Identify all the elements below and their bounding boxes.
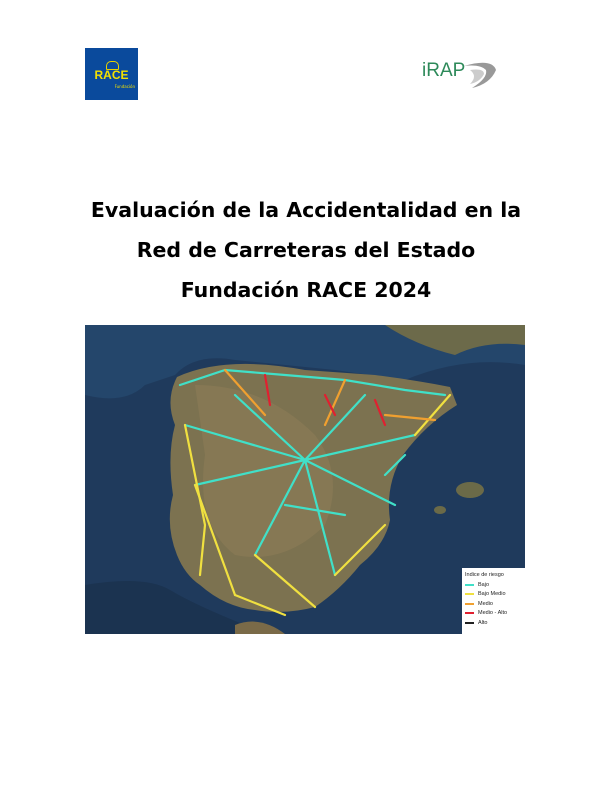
legend-label: Alto <box>478 619 488 626</box>
race-logo-sub: Fundación <box>114 84 135 89</box>
legend-swatch <box>465 584 474 586</box>
title-line-2: Red de Carreteras del Estado <box>136 238 476 262</box>
title-line-3: Fundación RACE 2024 <box>180 278 432 302</box>
irap-logo <box>418 56 498 90</box>
legend-item <box>465 618 525 628</box>
legend-item <box>465 580 525 590</box>
legend-label: Medio <box>478 600 493 607</box>
race-logo-word: RACE <box>94 68 129 82</box>
map-legend <box>462 568 525 634</box>
legend-label: Bajo Medio <box>478 591 506 598</box>
legend-item <box>465 590 525 600</box>
legend-swatch <box>465 603 474 605</box>
legend-label: Bajo <box>478 581 490 588</box>
spain-road-risk-map <box>85 325 525 634</box>
legend-swatch <box>465 593 474 595</box>
legend-item <box>465 599 525 609</box>
legend-item <box>465 609 525 619</box>
road-swoosh-icon <box>462 58 498 88</box>
title-line-1: Evaluación de la Accidentalidad en la <box>90 198 522 222</box>
document-title <box>0 193 612 313</box>
legend-swatch <box>465 622 474 624</box>
irap-logo-word: iRAP <box>422 60 466 81</box>
legend-label: Medio - Alto <box>478 610 508 617</box>
legend-title: Indice de riesgo <box>465 572 504 578</box>
race-logo <box>85 48 138 100</box>
legend-swatch <box>465 612 474 614</box>
